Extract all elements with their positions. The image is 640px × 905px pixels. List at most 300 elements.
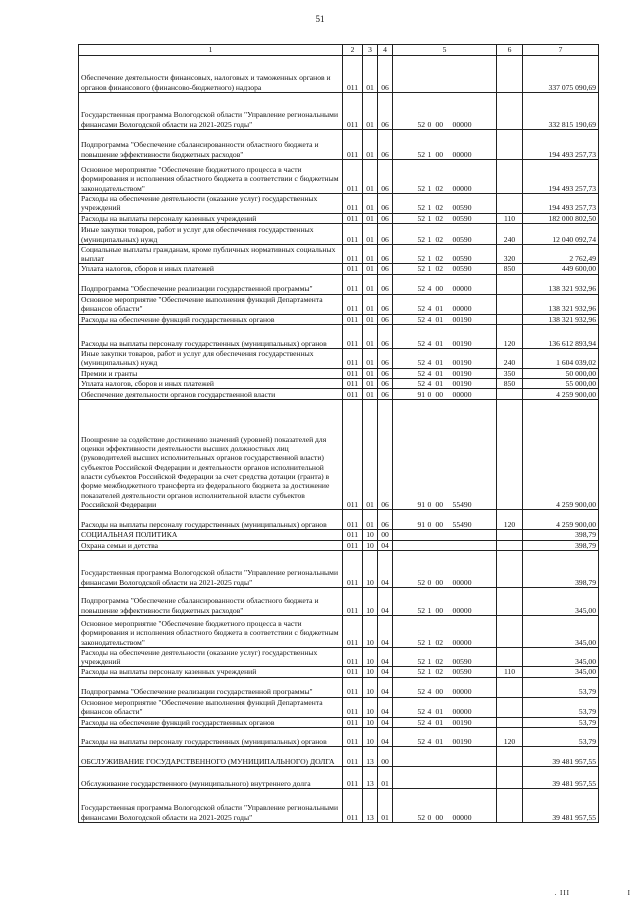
row-target-part-t2: 4 xyxy=(427,304,432,314)
row-target-part-t3: 01 xyxy=(435,314,444,324)
row-section: 10 xyxy=(363,667,378,677)
row-target-part-t3: 01 xyxy=(435,378,444,388)
row-amount: 4 259 900,00 xyxy=(523,389,599,400)
row-name: Подпрограмма "Обеспечение сбалансированности областного бюджета и повышение эффективности бюджетных расходов" xyxy=(79,587,343,615)
row-section: 01 xyxy=(363,349,378,369)
row-target-part-t4: 00000 xyxy=(452,812,472,822)
row-target-part-t4: 55490 xyxy=(452,499,472,509)
row-target-part-t1: 52 xyxy=(417,657,426,667)
row-target-part-t2: 0 xyxy=(427,119,432,129)
row-amount: 53,79 xyxy=(523,728,599,747)
row-target-part-t1: 52 xyxy=(417,304,426,314)
row-target-part-t4: 00190 xyxy=(452,314,472,324)
row-expense-type xyxy=(497,767,523,789)
row-expense-type xyxy=(497,400,523,510)
row-grbs: 011 xyxy=(343,789,363,823)
header-col-3: 3 xyxy=(363,45,378,56)
row-target-part-t1: 52 xyxy=(417,605,426,615)
row-section: 10 xyxy=(363,647,378,667)
row-section: 01 xyxy=(363,264,378,274)
row-expense-type xyxy=(497,93,523,130)
row-target-part-t1: 52 xyxy=(417,284,426,294)
row-grbs: 011 xyxy=(343,130,363,160)
row-target-part-t1: 52 xyxy=(417,149,426,159)
row-target-part-t4: 00590 xyxy=(452,657,472,667)
row-grbs: 011 xyxy=(343,93,363,130)
row-target-article xyxy=(393,717,497,727)
row-target-article xyxy=(393,510,497,530)
row-target-part-t4: 00190 xyxy=(452,736,472,746)
row-target-article xyxy=(393,400,497,510)
row-target-part-t3: 01 xyxy=(435,717,444,727)
row-target-part-t4: 00000 xyxy=(452,687,472,697)
row-target-article xyxy=(393,294,497,314)
table-row xyxy=(79,93,599,130)
row-target-part-t2: 1 xyxy=(427,149,432,159)
row-amount: 345,00 xyxy=(523,647,599,667)
table-row xyxy=(79,194,599,214)
row-amount: 332 815 190,69 xyxy=(523,93,599,130)
row-section: 01 xyxy=(363,325,378,349)
row-amount: 50 000,00 xyxy=(523,368,599,378)
table-row xyxy=(79,378,599,388)
table-row xyxy=(79,213,599,223)
row-section: 01 xyxy=(363,213,378,223)
row-target-part-t4: 00190 xyxy=(452,338,472,348)
row-target-part-t4: 00590 xyxy=(452,254,472,264)
row-amount: 337 075 090,69 xyxy=(523,56,599,93)
row-expense-type: 320 xyxy=(497,244,523,264)
row-grbs: 011 xyxy=(343,540,363,550)
row-target-part-t1: 52 xyxy=(417,358,426,368)
row-subsection: 00 xyxy=(378,747,393,767)
row-section: 10 xyxy=(363,728,378,747)
row-target-part-t1: 52 xyxy=(417,378,426,388)
row-section: 01 xyxy=(363,274,378,294)
row-amount: 345,00 xyxy=(523,587,599,615)
row-expense-type xyxy=(497,647,523,667)
header-col-5: 5 xyxy=(393,45,497,56)
row-target-part-t1: 52 xyxy=(417,203,426,213)
row-grbs: 011 xyxy=(343,223,363,244)
row-grbs: 011 xyxy=(343,244,363,264)
row-target-article xyxy=(393,587,497,615)
row-subsection: 06 xyxy=(378,274,393,294)
row-subsection: 06 xyxy=(378,325,393,349)
row-target-part-t2: 1 xyxy=(427,213,432,223)
row-subsection: 04 xyxy=(378,728,393,747)
row-target-part-t2: 1 xyxy=(427,657,432,667)
table-row xyxy=(79,677,599,697)
row-name: Основное мероприятие "Обеспечение выполнения функций Департамента финансов области" xyxy=(79,697,343,717)
row-grbs: 011 xyxy=(343,368,363,378)
row-amount: 138 321 932,96 xyxy=(523,314,599,324)
row-name: Социальные выплаты гражданам, кроме публичных нормативных социальных выплат xyxy=(79,244,343,264)
row-expense-type: 240 xyxy=(497,349,523,369)
row-target-part-t3: 01 xyxy=(435,736,444,746)
row-target-part-t2: 4 xyxy=(427,717,432,727)
row-subsection: 06 xyxy=(378,510,393,530)
row-name: Расходы на выплаты персоналу государственных (муниципальных) органов xyxy=(79,728,343,747)
row-target-part-t2: 0 xyxy=(427,389,432,399)
table-row xyxy=(79,667,599,677)
row-target-part-t4: 00000 xyxy=(452,577,472,587)
row-subsection: 06 xyxy=(378,349,393,369)
row-target-article xyxy=(393,213,497,223)
row-target-part-t3: 00 xyxy=(435,284,444,294)
row-target-part-t4: 00190 xyxy=(452,358,472,368)
row-target-article xyxy=(393,530,497,540)
row-name: Поощрение за содействие достижению значений (уровней) показателей для оценки эффективности деятельности высших должностных лиц (руководителей высших исполнительных органов государственной власти) субъектов Российской Федерации и деятельности органов исполнительной власти субъектов Российской Федерации за счет средства дотации (гранта) в форме межбюджетного трансферта из федерального бюджета за достижение показателей деятельности органов исполнительной власти субъектов Российской Федерации xyxy=(79,400,343,510)
table-row xyxy=(79,389,599,400)
row-name: Охрана семьи и детства xyxy=(79,540,343,550)
row-target-part-t1: 52 xyxy=(417,368,426,378)
table-row xyxy=(79,130,599,160)
row-expense-type xyxy=(497,294,523,314)
row-subsection: 06 xyxy=(378,56,393,93)
row-target-part-t1: 52 xyxy=(417,119,426,129)
row-grbs: 011 xyxy=(343,349,363,369)
row-expense-type xyxy=(497,789,523,823)
row-amount: 53,79 xyxy=(523,697,599,717)
table-row xyxy=(79,223,599,244)
row-grbs: 011 xyxy=(343,213,363,223)
row-subsection: 06 xyxy=(378,160,393,194)
row-target-part-t2: 1 xyxy=(427,605,432,615)
row-expense-type xyxy=(497,550,523,587)
row-target-part-t1: 52 xyxy=(417,254,426,264)
row-amount: 39 481 957,55 xyxy=(523,789,599,823)
table-row xyxy=(79,747,599,767)
row-subsection: 04 xyxy=(378,540,393,550)
row-section: 01 xyxy=(363,378,378,388)
header-col-2: 2 xyxy=(343,45,363,56)
table-row xyxy=(79,56,599,93)
row-target-article xyxy=(393,378,497,388)
row-target-part-t3: 02 xyxy=(435,667,444,677)
row-section: 01 xyxy=(363,294,378,314)
row-section: 10 xyxy=(363,697,378,717)
row-target-part-t1: 52 xyxy=(417,736,426,746)
row-target-part-t2: 4 xyxy=(427,736,432,746)
row-expense-type xyxy=(497,130,523,160)
row-target-part-t3: 00 xyxy=(435,577,444,587)
row-target-part-t4: 00000 xyxy=(452,183,472,193)
table-row xyxy=(79,540,599,550)
table-header-row xyxy=(79,45,599,56)
row-subsection: 06 xyxy=(378,264,393,274)
row-subsection: 00 xyxy=(378,530,393,540)
row-name: Подпрограмма "Обеспечение сбалансированности областного бюджета и повышение эффективности бюджетных расходов" xyxy=(79,130,343,160)
row-target-article xyxy=(393,160,497,194)
row-section: 01 xyxy=(363,400,378,510)
row-target-article xyxy=(393,325,497,349)
row-target-article xyxy=(393,728,497,747)
row-expense-type xyxy=(497,160,523,194)
row-section: 01 xyxy=(363,93,378,130)
row-target-part-t3: 02 xyxy=(435,264,444,274)
row-name: Основное мероприятие "Обеспечение бюджетного процесса в части формирования и исполнения областного бюджета в соответствии с бюджетным законодательством" xyxy=(79,160,343,194)
row-expense-type: 350 xyxy=(497,368,523,378)
row-target-part-t2: 1 xyxy=(427,203,432,213)
row-amount: 182 000 802,50 xyxy=(523,213,599,223)
row-subsection: 04 xyxy=(378,550,393,587)
row-subsection: 04 xyxy=(378,677,393,697)
row-grbs: 011 xyxy=(343,647,363,667)
row-target-article xyxy=(393,223,497,244)
row-target-part-t2: 4 xyxy=(427,314,432,324)
row-target-article xyxy=(393,130,497,160)
row-subsection: 06 xyxy=(378,244,393,264)
row-target-article xyxy=(393,244,497,264)
row-amount: 398,79 xyxy=(523,550,599,587)
row-section: 01 xyxy=(363,56,378,93)
row-amount: 12 040 092,74 xyxy=(523,223,599,244)
row-target-part-t1: 52 xyxy=(417,637,426,647)
row-name: Обеспечение деятельности финансовых, налоговых и таможенных органов и органов финансового (финансово-бюджетного) надзора xyxy=(79,56,343,93)
row-subsection: 06 xyxy=(378,294,393,314)
row-target-article xyxy=(393,615,497,647)
budget-table xyxy=(78,44,599,823)
row-target-article xyxy=(393,789,497,823)
row-target-part-t1: 52 xyxy=(417,717,426,727)
row-target-article xyxy=(393,389,497,400)
row-target-part-t4: 00590 xyxy=(452,203,472,213)
row-target-part-t4: 00190 xyxy=(452,717,472,727)
row-target-part-t4: 00590 xyxy=(452,213,472,223)
row-target-part-t2: 4 xyxy=(427,368,432,378)
row-expense-type xyxy=(497,540,523,550)
row-name: Государственная программа Вологодской области "Управление региональными финансами Вологодской области на 2021-2025 годы" xyxy=(79,93,343,130)
row-section: 10 xyxy=(363,540,378,550)
row-expense-type xyxy=(497,194,523,214)
table-row xyxy=(79,789,599,823)
row-grbs: 011 xyxy=(343,747,363,767)
row-expense-type: 120 xyxy=(497,728,523,747)
row-expense-type xyxy=(497,747,523,767)
row-subsection: 06 xyxy=(378,314,393,324)
row-name: Подпрограмма "Обеспечение реализации государственной программы" xyxy=(79,274,343,294)
row-name: Обеспечение деятельности органов государственной власти xyxy=(79,389,343,400)
row-target-part-t4: 00000 xyxy=(452,605,472,615)
row-subsection: 04 xyxy=(378,667,393,677)
page-number: 51 xyxy=(315,14,325,24)
row-name: Государственная программа Вологодской области "Управление региональными финансами Вологодской области на 2021-2025 годы" xyxy=(79,789,343,823)
row-section: 01 xyxy=(363,194,378,214)
row-amount: 2 762,49 xyxy=(523,244,599,264)
row-amount: 39 481 957,55 xyxy=(523,747,599,767)
row-target-part-t1: 91 xyxy=(417,499,426,509)
row-section: 01 xyxy=(363,130,378,160)
row-amount: 39 481 957,55 xyxy=(523,767,599,789)
row-grbs: 011 xyxy=(343,325,363,349)
row-target-part-t2: 4 xyxy=(427,358,432,368)
row-amount: 449 600,00 xyxy=(523,264,599,274)
row-grbs: 011 xyxy=(343,510,363,530)
row-section: 10 xyxy=(363,550,378,587)
row-expense-type: 110 xyxy=(497,667,523,677)
row-target-part-t2: 0 xyxy=(427,812,432,822)
row-target-part-t4: 00000 xyxy=(452,284,472,294)
row-grbs: 011 xyxy=(343,389,363,400)
row-target-article xyxy=(393,264,497,274)
row-amount: 194 493 257,73 xyxy=(523,160,599,194)
row-target-article xyxy=(393,667,497,677)
row-grbs: 011 xyxy=(343,160,363,194)
row-grbs: 011 xyxy=(343,264,363,274)
row-target-part-t3: 00 xyxy=(435,149,444,159)
row-target-part-t3: 00 xyxy=(435,119,444,129)
row-section: 10 xyxy=(363,530,378,540)
row-target-part-t4: 00590 xyxy=(452,264,472,274)
row-target-part-t2: 1 xyxy=(427,637,432,647)
row-target-article xyxy=(393,274,497,294)
table-row xyxy=(79,697,599,717)
row-grbs: 011 xyxy=(343,728,363,747)
row-target-part-t2: 1 xyxy=(427,234,432,244)
row-expense-type: 110 xyxy=(497,213,523,223)
row-grbs: 011 xyxy=(343,294,363,314)
row-target-part-t4: 00590 xyxy=(452,667,472,677)
row-amount: 1 604 039,02 xyxy=(523,349,599,369)
row-target-part-t3: 01 xyxy=(435,358,444,368)
row-amount: 4 259 900,00 xyxy=(523,510,599,530)
row-target-article xyxy=(393,550,497,587)
row-target-article xyxy=(393,314,497,324)
row-target-part-t4: 00000 xyxy=(452,389,472,399)
row-expense-type xyxy=(497,677,523,697)
table-row xyxy=(79,349,599,369)
row-section: 10 xyxy=(363,615,378,647)
row-target-part-t1: 52 xyxy=(417,234,426,244)
row-target-part-t1: 52 xyxy=(417,264,426,274)
table-row xyxy=(79,728,599,747)
row-target-part-t3: 01 xyxy=(435,304,444,314)
row-grbs: 011 xyxy=(343,677,363,697)
row-name: Расходы на обеспечение функций государственных органов xyxy=(79,717,343,727)
table-row xyxy=(79,647,599,667)
row-target-part-t3: 02 xyxy=(435,183,444,193)
table-row xyxy=(79,325,599,349)
row-target-part-t1: 52 xyxy=(417,707,426,717)
row-name: Расходы на выплаты персоналу государственных (муниципальных) органов xyxy=(79,510,343,530)
row-section: 01 xyxy=(363,314,378,324)
row-expense-type: 120 xyxy=(497,325,523,349)
row-amount: 398,79 xyxy=(523,530,599,540)
row-name: Уплата налогов, сборов и иных платежей xyxy=(79,378,343,388)
table-row xyxy=(79,244,599,264)
row-amount: 345,00 xyxy=(523,615,599,647)
edge-mark: I xyxy=(627,889,630,897)
row-expense-type xyxy=(497,615,523,647)
row-target-part-t1: 52 xyxy=(417,687,426,697)
row-target-part-t1: 52 xyxy=(417,213,426,223)
header-col-6: 6 xyxy=(497,45,523,56)
row-target-part-t4: 00000 xyxy=(452,707,472,717)
row-target-part-t1: 52 xyxy=(417,667,426,677)
header-col-1: 1 xyxy=(79,45,343,56)
row-section: 01 xyxy=(363,244,378,264)
row-name: Государственная программа Вологодской области "Управление региональными финансами Вологодской области на 2021-2025 годы" xyxy=(79,550,343,587)
row-target-article xyxy=(393,647,497,667)
row-name: Расходы на обеспечение деятельности (оказание услуг) государственных учреждений xyxy=(79,194,343,214)
row-section: 10 xyxy=(363,587,378,615)
row-grbs: 011 xyxy=(343,314,363,324)
row-subsection: 06 xyxy=(378,389,393,400)
row-expense-type xyxy=(497,587,523,615)
row-target-part-t2: 4 xyxy=(427,687,432,697)
row-amount: 53,79 xyxy=(523,677,599,697)
row-grbs: 011 xyxy=(343,274,363,294)
table-row xyxy=(79,587,599,615)
row-subsection: 04 xyxy=(378,587,393,615)
row-name: Основное мероприятие "Обеспечение бюджетного процесса в части формирования и исполнения областного бюджета в соответствии с бюджетным законодательством" xyxy=(79,615,343,647)
row-section: 01 xyxy=(363,510,378,530)
row-subsection: 06 xyxy=(378,368,393,378)
row-section: 10 xyxy=(363,677,378,697)
table-row xyxy=(79,717,599,727)
row-subsection: 06 xyxy=(378,213,393,223)
row-name: Основное мероприятие "Обеспечение выполнения функций Департамента финансов области" xyxy=(79,294,343,314)
row-amount: 194 493 257,73 xyxy=(523,130,599,160)
row-target-part-t3: 00 xyxy=(435,519,444,529)
row-name: Обслуживание государственного (муниципального) внутреннего долга xyxy=(79,767,343,789)
row-target-part-t3: 01 xyxy=(435,707,444,717)
row-target-part-t2: 1 xyxy=(427,264,432,274)
row-target-article xyxy=(393,93,497,130)
row-expense-type xyxy=(497,274,523,294)
row-subsection: 04 xyxy=(378,717,393,727)
row-name: Расходы на выплаты персоналу казенных учреждений xyxy=(79,667,343,677)
row-target-part-t1: 52 xyxy=(417,338,426,348)
row-section: 01 xyxy=(363,389,378,400)
row-target-part-t2: 0 xyxy=(427,499,432,509)
row-name: ОБСЛУЖИВАНИЕ ГОСУДАРСТВЕННОГО (МУНИЦИПАЛЬНОГО) ДОЛГА xyxy=(79,747,343,767)
row-section: 01 xyxy=(363,368,378,378)
row-expense-type xyxy=(497,56,523,93)
row-grbs: 011 xyxy=(343,717,363,727)
row-name: Расходы на обеспечение функций государственных органов xyxy=(79,314,343,324)
row-target-part-t3: 01 xyxy=(435,338,444,348)
row-target-part-t1: 52 xyxy=(417,577,426,587)
row-subsection: 01 xyxy=(378,767,393,789)
row-grbs: 011 xyxy=(343,615,363,647)
row-section: 13 xyxy=(363,767,378,789)
table-row xyxy=(79,368,599,378)
row-target-part-t2: 4 xyxy=(427,284,432,294)
row-grbs: 011 xyxy=(343,587,363,615)
row-target-part-t2: 0 xyxy=(427,519,432,529)
row-expense-type: 850 xyxy=(497,264,523,274)
table-row xyxy=(79,615,599,647)
row-grbs: 011 xyxy=(343,697,363,717)
row-target-part-t3: 02 xyxy=(435,637,444,647)
row-amount: 4 259 900,00 xyxy=(523,400,599,510)
row-target-part-t3: 00 xyxy=(435,687,444,697)
row-name: Расходы на обеспечение деятельности (оказание услуг) государственных учреждений xyxy=(79,647,343,667)
row-section: 01 xyxy=(363,160,378,194)
row-subsection: 04 xyxy=(378,697,393,717)
row-section: 01 xyxy=(363,223,378,244)
row-subsection: 06 xyxy=(378,400,393,510)
row-expense-type: 240 xyxy=(497,223,523,244)
row-target-article xyxy=(393,747,497,767)
row-expense-type xyxy=(497,314,523,324)
table-row xyxy=(79,530,599,540)
row-target-article xyxy=(393,368,497,378)
row-name: СОЦИАЛЬНАЯ ПОЛИТИКА xyxy=(79,530,343,540)
row-target-part-t3: 02 xyxy=(435,657,444,667)
